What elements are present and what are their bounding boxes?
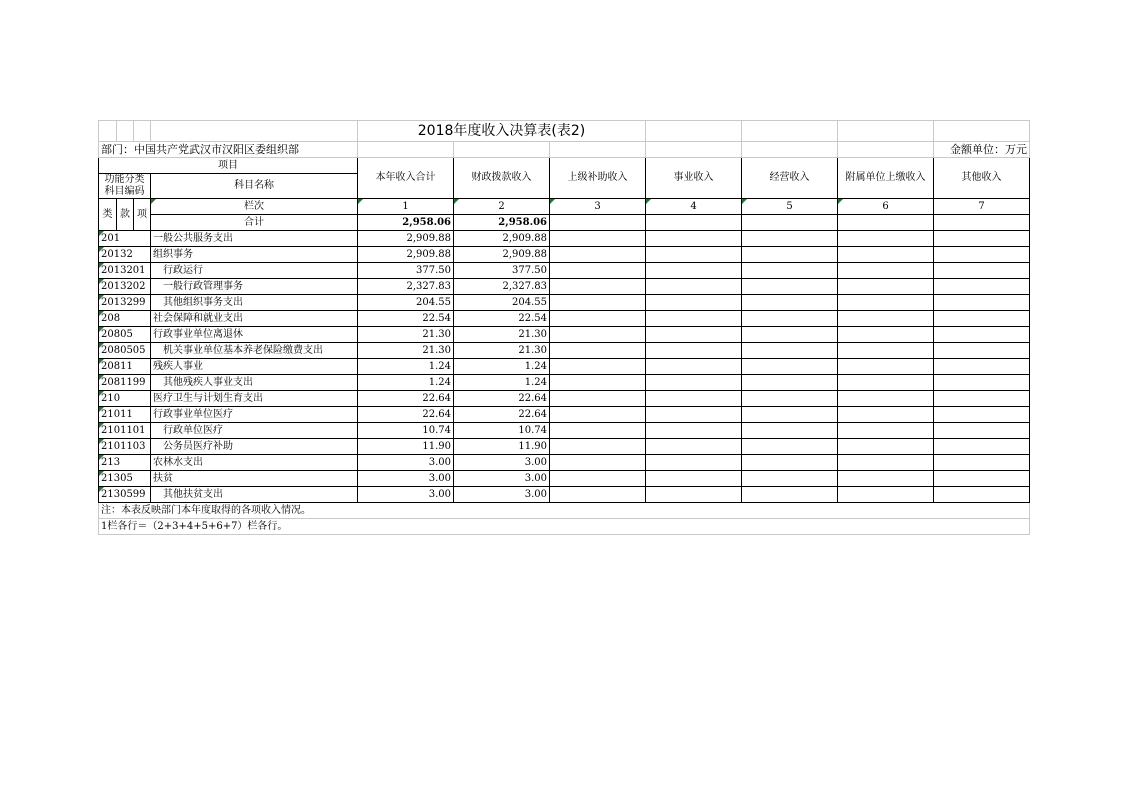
empty-cell (550, 263, 646, 279)
subject-code: 2101103 (99, 439, 151, 455)
empty-cell (742, 375, 838, 391)
empty-cell (646, 455, 742, 471)
subject-code: 201 (99, 231, 151, 247)
amount-fiscal: 1.24 (454, 375, 550, 391)
empty-cell (646, 215, 742, 231)
amount-total: 21.30 (358, 327, 454, 343)
empty-cell (742, 247, 838, 263)
lei-header: 类 (99, 199, 117, 231)
amount-fiscal: 22.64 (454, 407, 550, 423)
empty-cell (934, 247, 1030, 263)
title-blank (742, 121, 838, 142)
table-row (99, 423, 1030, 439)
subject-code: 213 (99, 455, 151, 471)
blank-cell (646, 142, 742, 158)
subject-name: 行政事业单位医疗 (151, 407, 358, 423)
empty-cell (742, 215, 838, 231)
empty-cell (934, 343, 1030, 359)
empty-cell (934, 487, 1030, 503)
amount-fiscal: 22.54 (454, 311, 550, 327)
empty-cell (550, 311, 646, 327)
empty-cell (838, 295, 934, 311)
amount-total: 1.24 (358, 359, 454, 375)
empty-cell (934, 391, 1030, 407)
empty-cell (646, 263, 742, 279)
title-blank (117, 121, 134, 142)
empty-cell (838, 423, 934, 439)
table-row (99, 407, 1030, 423)
empty-cell (646, 487, 742, 503)
heji-label: 合计 (151, 215, 358, 231)
empty-cell (550, 455, 646, 471)
func-code-header (99, 174, 151, 199)
amount-total: 377.50 (358, 263, 454, 279)
table-row (99, 263, 1030, 279)
empty-cell (550, 407, 646, 423)
col-header-4: 事业收入 (646, 158, 742, 199)
empty-cell (742, 439, 838, 455)
subject-code: 210 (99, 391, 151, 407)
empty-cell (742, 231, 838, 247)
amount-fiscal: 1.24 (454, 359, 550, 375)
table-row (99, 439, 1030, 455)
subject-name: 其他组织事务支出 (151, 295, 358, 311)
table-row (99, 295, 1030, 311)
subject-name: 残疾人事业 (151, 359, 358, 375)
empty-cell (838, 407, 934, 423)
empty-cell (838, 215, 934, 231)
table-row (99, 487, 1030, 503)
amount-fiscal: 11.90 (454, 439, 550, 455)
subject-code: 2013299 (99, 295, 151, 311)
subject-name: 扶贫 (151, 471, 358, 487)
amount-total: 10.74 (358, 423, 454, 439)
empty-cell (934, 263, 1030, 279)
empty-cell (550, 359, 646, 375)
subject-code: 2080505 (99, 343, 151, 359)
empty-cell (934, 407, 1030, 423)
empty-cell (934, 327, 1030, 343)
subject-name-header: 科目名称 (151, 174, 358, 199)
empty-cell (646, 439, 742, 455)
subject-name: 其他残疾人事业支出 (151, 375, 358, 391)
empty-cell (934, 375, 1030, 391)
empty-cell (838, 231, 934, 247)
empty-cell (646, 311, 742, 327)
subject-code: 2013202 (99, 279, 151, 295)
xiang-header: 项 (134, 199, 151, 231)
empty-cell (550, 295, 646, 311)
title-blank (838, 121, 934, 142)
amount-total: 22.54 (358, 311, 454, 327)
amount-fiscal: 21.30 (454, 327, 550, 343)
subject-code: 2081199 (99, 375, 151, 391)
amount-fiscal: 3.00 (454, 471, 550, 487)
department-label: 部门：中国共产党武汉市汉阳区委组织部 (99, 142, 358, 158)
subject-name: 一般公共服务支出 (151, 231, 358, 247)
empty-cell (742, 487, 838, 503)
empty-cell (838, 343, 934, 359)
empty-cell (646, 295, 742, 311)
col-number-1: 1 (358, 199, 454, 215)
table-row (99, 455, 1030, 471)
page-title: 2018年度收入决算表(表2) (358, 121, 646, 142)
lanci-label: 栏次 (151, 199, 358, 215)
empty-cell (838, 455, 934, 471)
amount-fiscal: 2,909.88 (454, 247, 550, 263)
amount-total: 2,909.88 (358, 231, 454, 247)
amount-fiscal: 204.55 (454, 295, 550, 311)
amount-total: 2,909.88 (358, 247, 454, 263)
table-row (99, 471, 1030, 487)
amount-total: 1.24 (358, 375, 454, 391)
col-number-2: 2 (454, 199, 550, 215)
kuan-header: 款 (117, 199, 134, 231)
empty-cell (934, 215, 1030, 231)
empty-cell (934, 311, 1030, 327)
amount-total: 3.00 (358, 487, 454, 503)
empty-cell (742, 343, 838, 359)
amount-total: 22.64 (358, 407, 454, 423)
amount-total: 21.30 (358, 343, 454, 359)
subject-code: 20132 (99, 247, 151, 263)
amount-fiscal: 2,327.83 (454, 279, 550, 295)
amount-fiscal: 21.30 (454, 343, 550, 359)
subject-code: 20805 (99, 327, 151, 343)
empty-cell (646, 471, 742, 487)
amount-total: 3.00 (358, 455, 454, 471)
empty-cell (934, 423, 1030, 439)
empty-cell (742, 359, 838, 375)
table-row (99, 247, 1030, 263)
note-2: 1栏各行＝（2+3+4+5+6+7）栏各行。 (99, 519, 1030, 535)
empty-cell (550, 231, 646, 247)
empty-cell (550, 423, 646, 439)
subject-code: 2013201 (99, 263, 151, 279)
subject-code: 21011 (99, 407, 151, 423)
empty-cell (934, 295, 1030, 311)
empty-cell (742, 471, 838, 487)
income-final-accounts-sheet (98, 120, 1030, 535)
subject-name: 行政运行 (151, 263, 358, 279)
subject-code: 2130599 (99, 487, 151, 503)
amount-fiscal: 3.00 (454, 455, 550, 471)
col-header-7: 其他收入 (934, 158, 1030, 199)
amount-fiscal: 22.64 (454, 391, 550, 407)
empty-cell (742, 311, 838, 327)
subject-name: 组织事务 (151, 247, 358, 263)
blank-cell (742, 142, 838, 158)
col-header-6: 附属单位上缴收入 (838, 158, 934, 199)
item-header: 项目 (99, 158, 358, 174)
subject-name: 机关事业单位基本养老保险缴费支出 (151, 343, 358, 359)
note-1: 注：本表反映部门本年度取得的各项收入情况。 (99, 503, 1030, 519)
table-row (99, 231, 1030, 247)
subject-code: 20811 (99, 359, 151, 375)
amount-total: 11.90 (358, 439, 454, 455)
empty-cell (838, 471, 934, 487)
empty-cell (646, 327, 742, 343)
empty-cell (646, 407, 742, 423)
func-code-line-2: 科目编码 (104, 186, 145, 197)
amount-total: 204.55 (358, 295, 454, 311)
title-blank (934, 121, 1030, 142)
col-number-7: 7 (934, 199, 1030, 215)
amount-fiscal: 377.50 (454, 263, 550, 279)
title-blank (646, 121, 742, 142)
empty-cell (838, 263, 934, 279)
title-blank (151, 121, 358, 142)
empty-cell (742, 423, 838, 439)
empty-cell (742, 279, 838, 295)
col-header-2: 财政拨款收入 (454, 158, 550, 199)
table-row (99, 311, 1030, 327)
amount-fiscal: 3.00 (454, 487, 550, 503)
empty-cell (550, 487, 646, 503)
empty-cell (550, 327, 646, 343)
col-number-6: 6 (838, 199, 934, 215)
blank-cell (454, 142, 550, 158)
empty-cell (550, 375, 646, 391)
blank-cell (550, 142, 646, 158)
empty-cell (934, 471, 1030, 487)
table-row (99, 343, 1030, 359)
subject-name: 其他扶贫支出 (151, 487, 358, 503)
total-fiscal: 2,958.06 (454, 215, 550, 231)
empty-cell (838, 279, 934, 295)
empty-cell (742, 407, 838, 423)
amount-total: 3.00 (358, 471, 454, 487)
subject-name: 社会保障和就业支出 (151, 311, 358, 327)
subject-code: 2101101 (99, 423, 151, 439)
table-row (99, 375, 1030, 391)
empty-cell (838, 487, 934, 503)
subject-name: 农林水支出 (151, 455, 358, 471)
empty-cell (838, 247, 934, 263)
subject-name: 公务员医疗补助 (151, 439, 358, 455)
empty-cell (838, 311, 934, 327)
empty-cell (934, 439, 1030, 455)
empty-cell (550, 215, 646, 231)
subject-code: 208 (99, 311, 151, 327)
table-row (99, 391, 1030, 407)
table-row (99, 359, 1030, 375)
empty-cell (742, 327, 838, 343)
table-row (99, 279, 1030, 295)
table-row (99, 327, 1030, 343)
amount-fiscal: 2,909.88 (454, 231, 550, 247)
col-number-4: 4 (646, 199, 742, 215)
empty-cell (646, 359, 742, 375)
amount-fiscal: 10.74 (454, 423, 550, 439)
empty-cell (550, 247, 646, 263)
empty-cell (646, 375, 742, 391)
title-blank (134, 121, 151, 142)
empty-cell (550, 439, 646, 455)
unit-label: 金额单位：万元 (934, 142, 1030, 158)
empty-cell (646, 391, 742, 407)
empty-cell (550, 471, 646, 487)
empty-cell (646, 423, 742, 439)
blank-cell (838, 142, 934, 158)
empty-cell (550, 279, 646, 295)
empty-cell (550, 343, 646, 359)
empty-cell (838, 375, 934, 391)
empty-cell (742, 295, 838, 311)
total-amount: 2,958.06 (358, 215, 454, 231)
empty-cell (934, 231, 1030, 247)
col-number-5: 5 (742, 199, 838, 215)
blank-cell (358, 142, 454, 158)
subject-name: 一般行政管理事务 (151, 279, 358, 295)
empty-cell (742, 263, 838, 279)
col-header-1: 本年收入合计 (358, 158, 454, 199)
subject-code: 21305 (99, 471, 151, 487)
empty-cell (646, 247, 742, 263)
subject-name: 医疗卫生与计划生育支出 (151, 391, 358, 407)
empty-cell (934, 455, 1030, 471)
empty-cell (838, 327, 934, 343)
amount-total: 2,327.83 (358, 279, 454, 295)
subject-name: 行政事业单位离退休 (151, 327, 358, 343)
income-table (98, 120, 1030, 535)
empty-cell (838, 391, 934, 407)
empty-cell (550, 391, 646, 407)
title-blank (99, 121, 117, 142)
col-header-3: 上级补助收入 (550, 158, 646, 199)
empty-cell (934, 359, 1030, 375)
func-code-line-1: 功能分类 (104, 174, 145, 185)
empty-cell (646, 231, 742, 247)
col-header-5: 经营收入 (742, 158, 838, 199)
col-number-3: 3 (550, 199, 646, 215)
empty-cell (838, 439, 934, 455)
subject-name: 行政单位医疗 (151, 423, 358, 439)
empty-cell (742, 391, 838, 407)
amount-total: 22.64 (358, 391, 454, 407)
empty-cell (838, 359, 934, 375)
empty-cell (646, 279, 742, 295)
empty-cell (742, 455, 838, 471)
empty-cell (934, 279, 1030, 295)
empty-cell (646, 343, 742, 359)
